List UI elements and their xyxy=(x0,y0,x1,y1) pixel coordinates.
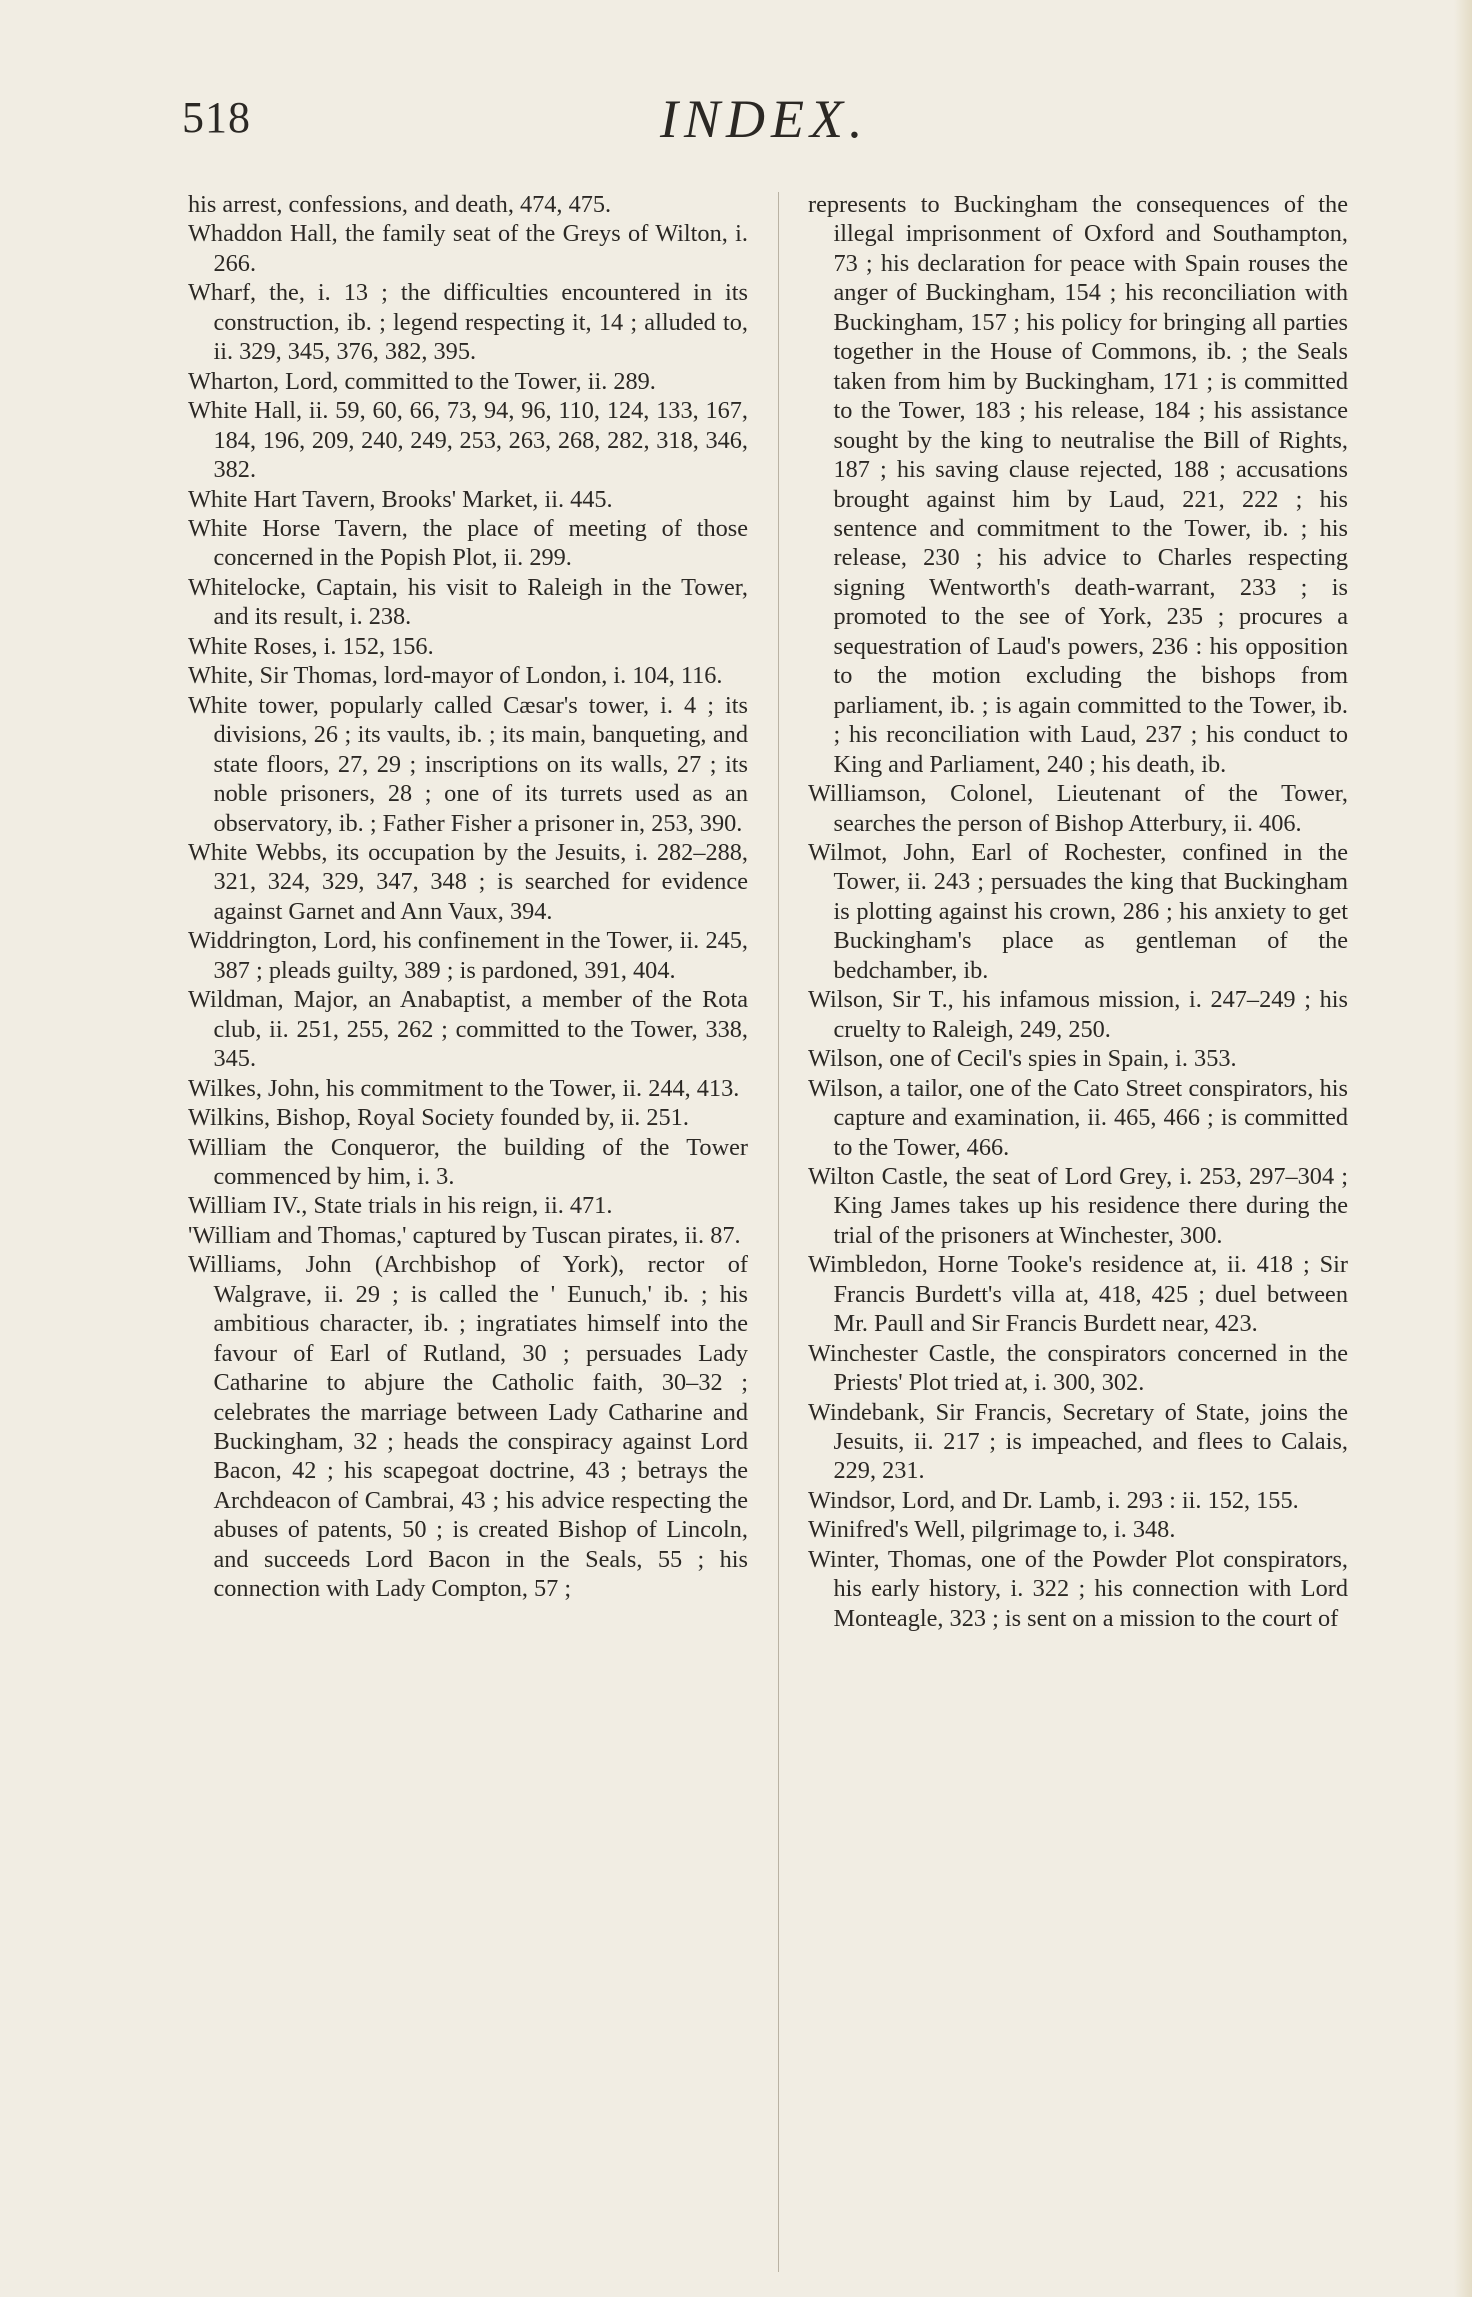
index-entry: Wilkes, John, his commitment to the Tower, ii. 244, 413. xyxy=(188,1074,740,1102)
index-entry: represents to Buckingham the consequences of the illegal imprisonment of Oxford and Southampton, 73 ; his declaration for peace with Spain rouses the anger of Buckingham, 154 ; his reconciliation with Buckingham, 157 ; his policy for bringing all parties together in the House of Commons, ib. ; the Seals taken from him by Buckingham, 171 ; is committed to the Tower, 183 ; his release, 184 ; his assistance sought by the king to neutralise the Bill of Rights, 187 ; his saving clause rejected, 188 ; accusations brought against him by Laud, 221, 222 ; his sentence and commitment to the Tower, ib. ; his release, 230 ; his advice to Charles respecting signing Wentworth's death-warrant, 233 ; is promoted to the see of York, 235 ; procures a sequestration of Laud's powers, 236 : his opposition to the motion excluding the bishops from parliament, ib. ; is again committed to the Tower, ib. ; his reconciliation with Laud, 237 ; his conduct to King and Parliament, 240 ; his death, ib. xyxy=(808,191,1348,778)
index-entry: William IV., State trials in his reign, ii. 471. xyxy=(188,1192,613,1220)
index-entry: William the Conqueror, the building of the Tower commenced by him, i. 3. xyxy=(188,1133,748,1190)
index-entry: Winchester Castle, the conspirators concerned in the Priests' Plot tried at, i. 300, 302. xyxy=(808,1339,1348,1397)
index-entry: Wilson, one of Cecil's spies in Spain, i. 353. xyxy=(808,1045,1237,1073)
page-edge xyxy=(1454,0,1472,2297)
index-entry: White Hart Tavern, Brooks' Market, ii. 445. xyxy=(188,485,613,513)
index-column-right xyxy=(808,190,1348,1633)
index-entry: Winifred's Well, pilgrimage to, i. 348. xyxy=(808,1516,1176,1544)
column-divider xyxy=(778,192,779,2272)
index-entry: Windebank, Sir Francis, Secretary of State, joins the Jesuits, ii. 217 ; is impeached, and flees to Calais, 229, 231. xyxy=(808,1398,1348,1485)
index-entry: Wimbledon, Horne Tooke's residence at, ii. 418 ; Sir Francis Burdett's villa at, 418, 425 ; duel between Mr. Paull and Sir Francis Burdett near, 423. xyxy=(808,1251,1348,1338)
index-entry: White Roses, i. 152, 156. xyxy=(188,632,434,660)
index-entry: 'William and Thomas,' captured by Tuscan pirates, ii. 87. xyxy=(188,1221,741,1249)
index-entry: his arrest, confessions, and death, 474, 475. xyxy=(188,191,612,218)
index-entry: Williamson, Colonel, Lieutenant of the Tower, searches the person of Bishop Atterbury, ii. 406. xyxy=(808,780,1348,837)
page-header xyxy=(182,88,1362,168)
index-entry: Wilmot, John, Earl of Rochester, confined in the Tower, ii. 243 ; persuades the king that Buckingham is plotting against his crown, 286 ; his anxiety to get Buckingham's place as gentleman of the bedchamber, ib. xyxy=(808,838,1348,984)
index-entry: Wildman, Major, an Anabaptist, a member of the Rota club, ii. 251, 255, 262 ; committed to the Tower, 338, 345. xyxy=(188,986,748,1073)
index-entry: Wilson, Sir T., his infamous mission, i. 247–249 ; his cruelty to Raleigh, 249, 250. xyxy=(808,986,1348,1043)
index-entry: White tower, popularly called Cæsar's tower, i. 4 ; its divisions, 26 ; its vaults, ib. ; its main, banqueting, and state floors, 27, 29 ; inscriptions on its walls, 27 ; its noble prisoners, 28 ; one of its turrets used as an observatory, ib. ; Father Fisher a prisoner in, 253, 390. xyxy=(188,691,748,837)
index-column-left xyxy=(188,190,748,1604)
index-entry: Wilkins, Bishop, Royal Society founded by, ii. 251. xyxy=(188,1104,689,1132)
index-entry: Wharton, Lord, committed to the Tower, ii. 289. xyxy=(188,367,656,395)
page-title: INDEX. xyxy=(660,89,869,149)
index-entry: Winter, Thomas, one of the Powder Plot conspirators, his early history, i. 322 ; his connection with Lord Monteagle, 323 ; is sent on a mission to the court of xyxy=(808,1545,1348,1632)
index-entry: Windsor, Lord, and Dr. Lamb, i. 293 : ii. 152, 155. xyxy=(808,1486,1299,1514)
index-entry: Widdrington, Lord, his confinement in the Tower, ii. 245, 387 ; pleads guilty, 389 ; is pardoned, 391, 404. xyxy=(188,927,748,984)
index-entry: White Hall, ii. 59, 60, 66, 73, 94, 96, 110, 124, 133, 167, 184, 196, 209, 240, 249, 253, 263, 268, 282, 318, 346, 382. xyxy=(188,397,748,484)
page-number: 518 xyxy=(182,93,251,142)
index-entry: Wilton Castle, the seat of Lord Grey, i. 253, 297–304 ; King James takes up his residence there during the trial of the prisoners at Winchester, 300. xyxy=(808,1162,1348,1249)
index-entry: Williams, John (Archbishop of York), rector of Walgrave, ii. 29 ; is called the ' Eunuch,' ib. ; his ambitious character, ib. ; ingratiates himself into the favour of Earl of Rutland, 30 ; persuades Lady Catharine to abjure the Catholic faith, 30–32 ; celebrates the marriage between Lady Catharine and Buckingham, 32 ; heads the conspiracy against Lord Bacon, 42 ; his scapegoat doctrine, 43 ; betrays the Archdeacon of Cambrai, 43 ; his advice respecting the abuses of patents, 50 ; is created Bishop of Lincoln, and succeeds Lord Bacon in the Seals, 55 ; his connection with Lady Compton, 57 ; xyxy=(188,1251,748,1603)
index-entry: White Horse Tavern, the place of meeting of those concerned in the Popish Plot, ii. 299. xyxy=(188,514,748,572)
index-entry: Whitelocke, Captain, his visit to Raleigh in the Tower, and its result, i. 238. xyxy=(188,573,748,631)
index-entry: White Webbs, its occupation by the Jesuits, i. 282–288, 321, 324, 329, 347, 348 ; is searched for evidence against Garnet and Ann Vaux, 394. xyxy=(188,838,748,925)
index-entry: Wharf, the, i. 13 ; the difficulties encountered in its construction, ib. ; legend respecting it, 14 ; alluded to, ii. 329, 345, 376, 382, 395. xyxy=(188,279,748,366)
index-entry: Wilson, a tailor, one of the Cato Street conspirators, his capture and examination, ii. 465, 466 ; is committed to the Tower, 466. xyxy=(808,1074,1348,1161)
index-entry: White, Sir Thomas, lord-mayor of London, i. 104, 116. xyxy=(188,662,723,690)
index-entry: Whaddon Hall, the family seat of the Greys of Wilton, i. 266. xyxy=(188,220,748,277)
